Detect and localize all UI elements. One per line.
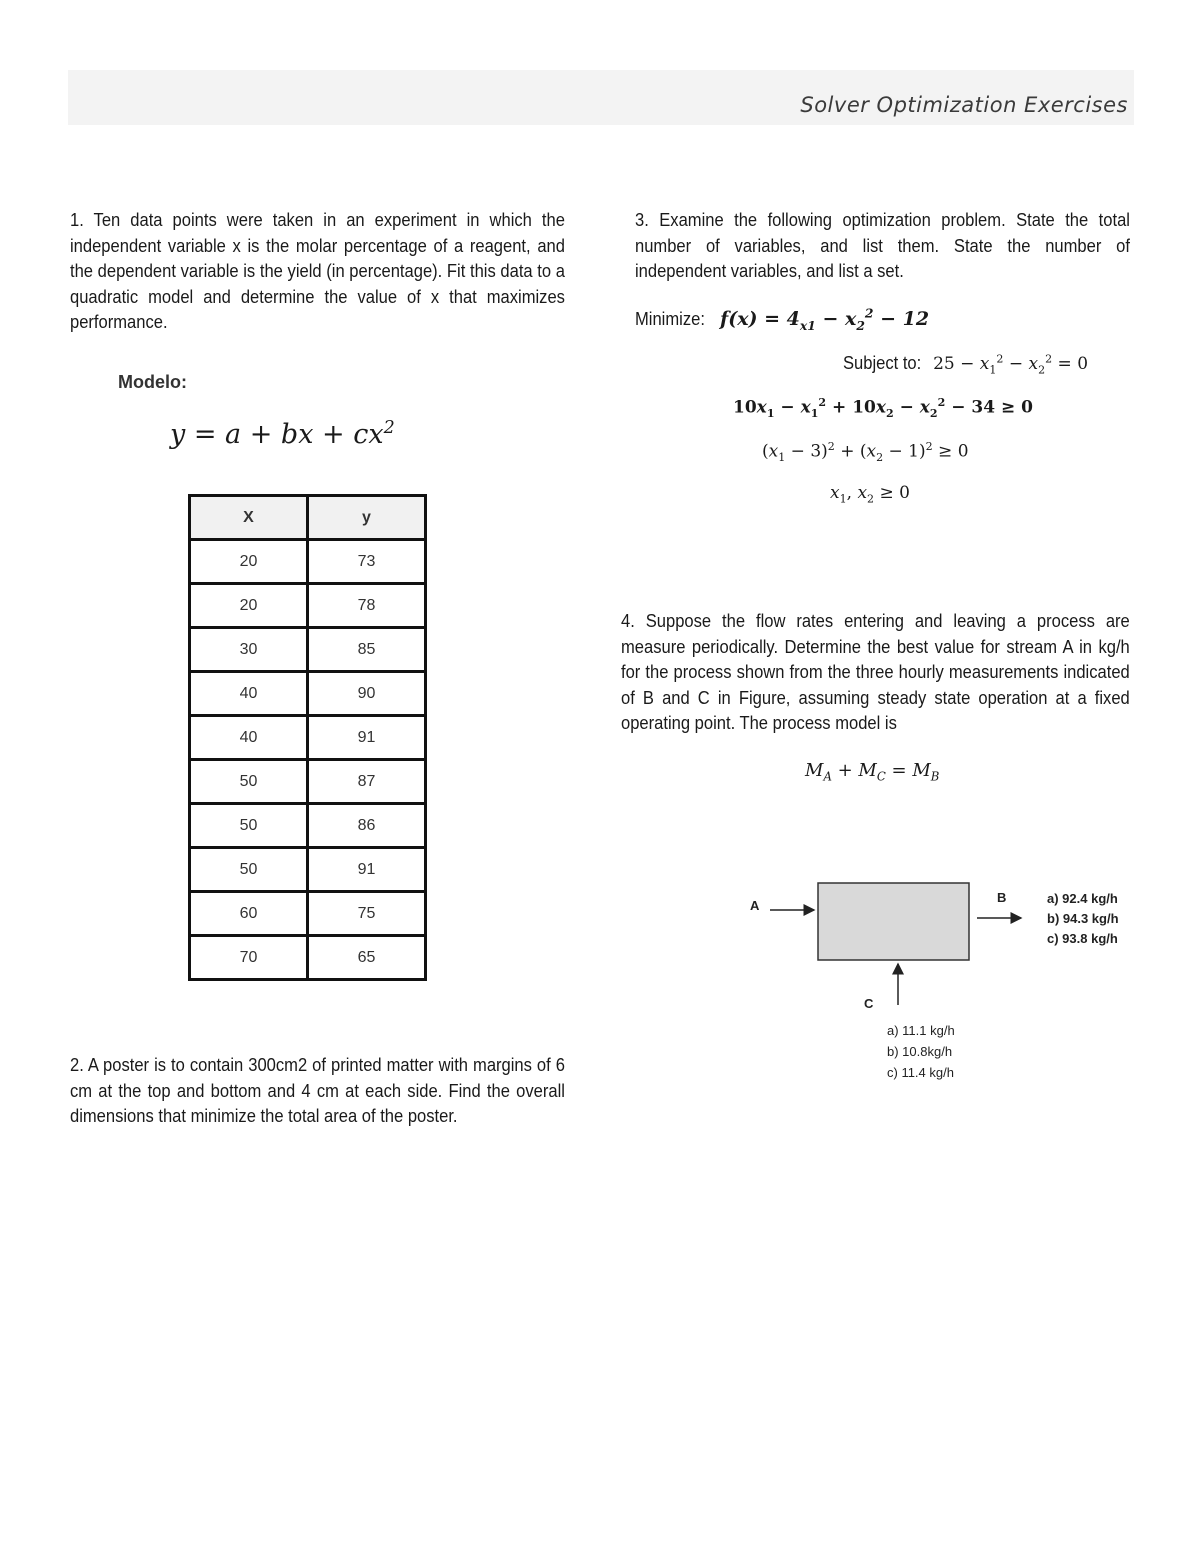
cell-x: 40 [190,716,308,760]
cell-x: 60 [190,892,308,936]
constraint-1-equation: $25 - x_1^2 - x_2^2 = 0$ [933,352,1089,377]
subject-to-label: Subject to: [843,352,922,373]
constraint-1 [843,352,1088,376]
question-1-text: 1. Ten data points were taken in an experiment in which the independent variable x is the molar percentage of a reagent, and the dependent variable is the yield (in percentage). Fit this data to a quadratic model and determine the value of x that maximizes performance. [70,210,565,332]
cell-x: 20 [190,584,308,628]
cell-x: 50 [190,848,308,892]
stream-c-label: C [864,996,874,1011]
minimize-label: Minimize: [635,309,705,330]
table-row [190,848,426,892]
cell-y: 87 [308,760,426,804]
data-table [188,494,427,981]
cell-x: 50 [190,760,308,804]
cell-x: 20 [190,540,308,584]
cell-y: 91 [308,716,426,760]
question-2-text: 2. A poster is to contain 300cm2 of printed matter with margins of 6 cm at the top and bottom and 4 cm at each side. Find the overall dimensions that minimize the total area of the poster. [70,1055,565,1126]
constraint-4-equation: $x_1$, $x_2 \ge 0$ [830,483,910,506]
stream-b-value-b: b) 94.3 kg/h [1047,911,1119,926]
cell-x: 50 [190,804,308,848]
stream-c-value-c: c) 11.4 kg/h [887,1065,954,1080]
process-box [818,883,969,960]
page-title: Solver Optimization Exercises [800,93,1128,117]
table-row [190,892,426,936]
table-row [190,716,426,760]
cell-y: 91 [308,848,426,892]
model-label: Modelo: [118,372,187,392]
cell-y: 73 [308,540,426,584]
constraint-2-equation: $10x_1 - x_1^2 + 10x_2 - x_2^2 - 34 \ge 0$ [733,396,1033,421]
table-header-row [190,496,426,540]
cell-y: 85 [308,628,426,672]
column-header-x: X [190,496,308,540]
table-row [190,936,426,980]
process-diagram [740,880,1140,1090]
cell-x: 70 [190,936,308,980]
question-3-text: 3. Examine the following optimization problem. State the total number of variables, and list them. State the number of independent variables, and list a set. [635,210,1130,281]
table-row [190,540,426,584]
stream-c-value-b: b) 10.8kg/h [887,1044,953,1059]
table-row [190,584,426,628]
cell-x: 40 [190,672,308,716]
stream-c-value-a: a) 11.1 kg/h [887,1023,955,1038]
objective-equation: $f(x) = 4_{x1} - x_2^2 - 12$ [720,306,930,334]
stream-b-label: B [997,890,1007,905]
cell-y: 65 [308,936,426,980]
cell-y: 90 [308,672,426,716]
table-row [190,672,426,716]
table-row [190,628,426,672]
cell-y: 78 [308,584,426,628]
stream-b-value-c: c) 93.8 kg/h [1047,931,1118,946]
constraint-3-equation: $(x_1 - 3)^2 + (x_2 - 1)^2 \ge 0$ [762,440,969,465]
table-row [190,760,426,804]
stream-a-label: A [750,898,760,913]
cell-y: 75 [308,892,426,936]
objective-function [635,306,929,333]
quadratic-model-equation: y = a + bx + $cx^2$ [170,418,395,450]
cell-y: 86 [308,804,426,848]
stream-b-value-a: a) 92.4 kg/h [1047,891,1118,906]
cell-x: 30 [190,628,308,672]
question-4-text: 4. Suppose the flow rates entering and leaving a process are measure periodically. Determine the best value for stream A in kg/h for the process shown from the three hourly measurements indicated of B and C in Figure, assuming steady state operation at a fixed operating point. The process model is [621,611,1130,733]
mass-balance-equation: $M_A + M_C = M_B$ [805,760,940,784]
column-header-y: y [308,496,426,540]
table-row [190,804,426,848]
